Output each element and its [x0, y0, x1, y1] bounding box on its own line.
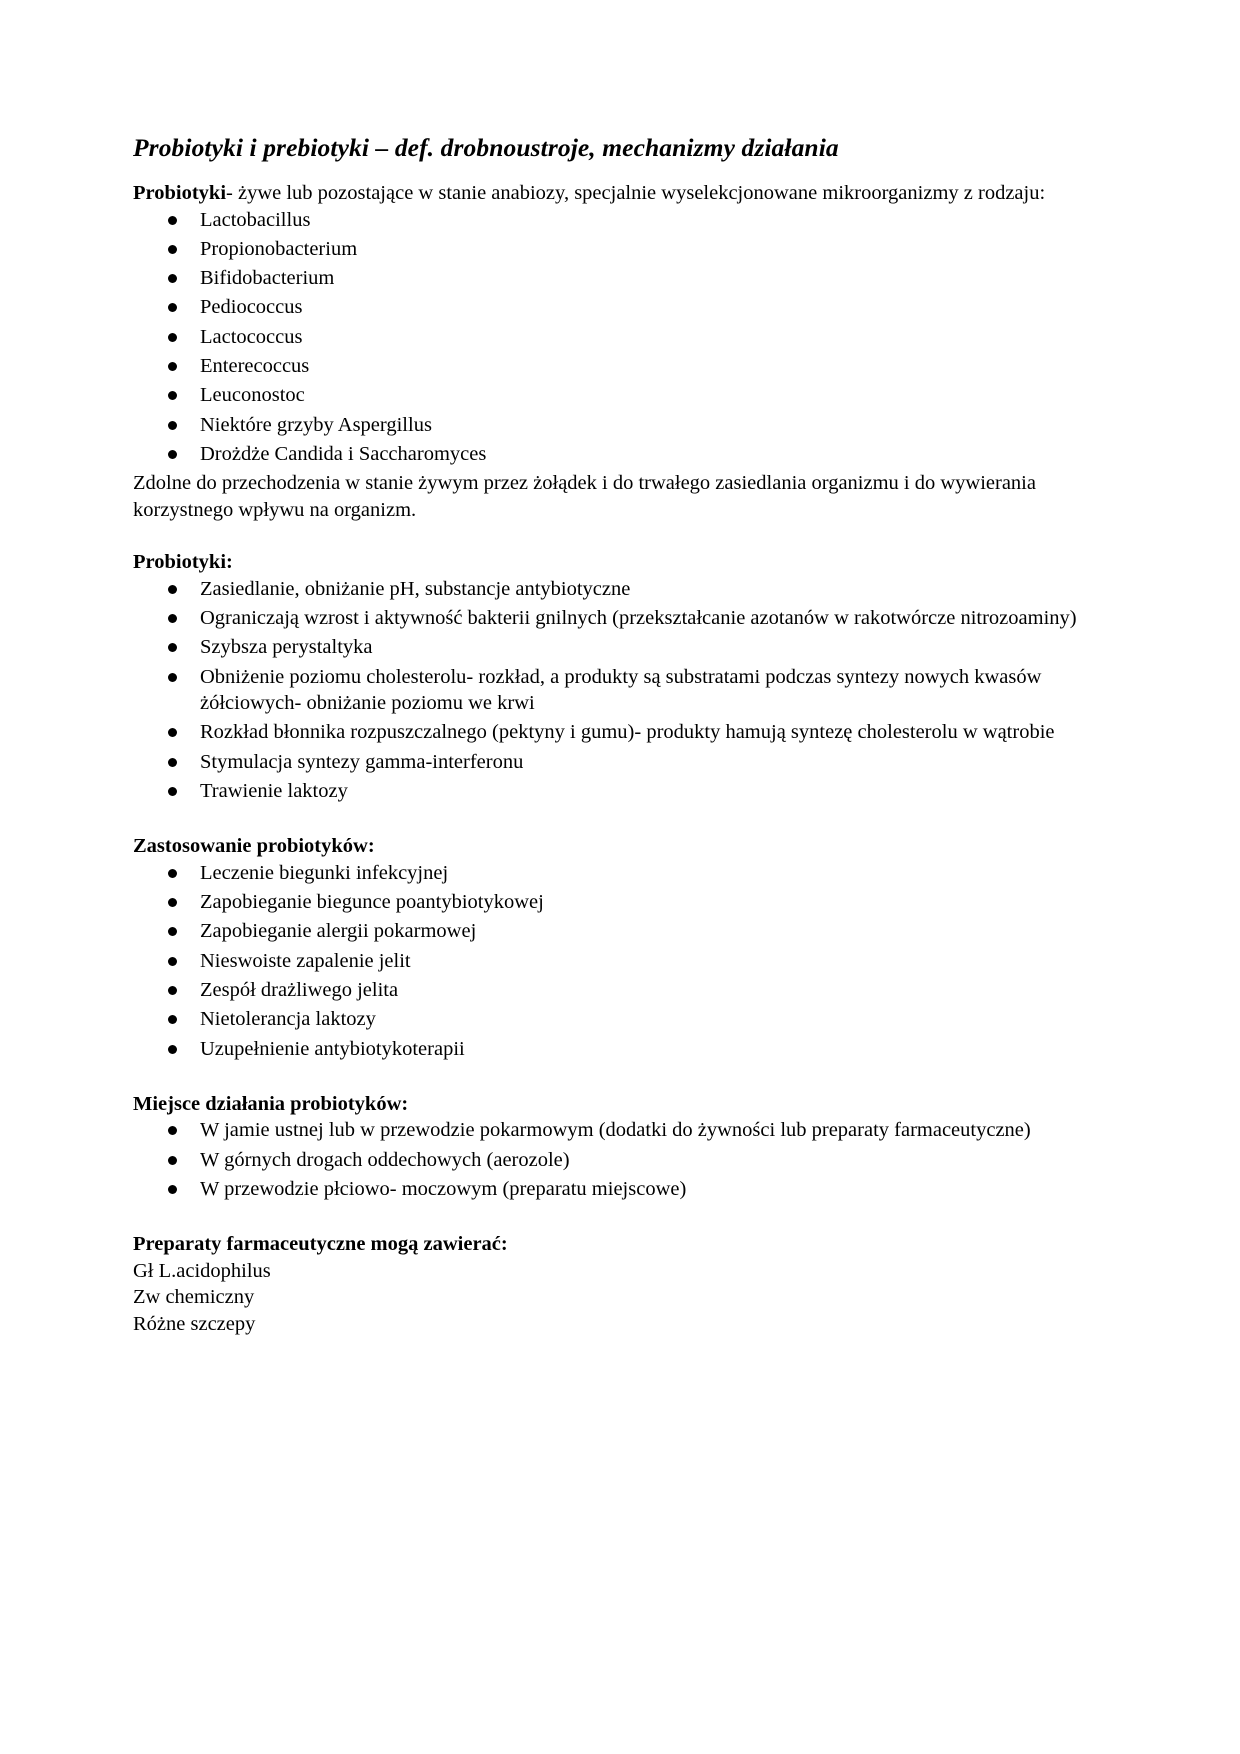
list-item: Zapobieganie alergii pokarmowej: [133, 918, 1093, 945]
list-item: W górnych drogach oddechowych (aerozole): [133, 1147, 1093, 1174]
section-heading-effects: Probiotyki:: [133, 551, 233, 574]
section-heading-sites: Miejsce działania probiotyków:: [133, 1092, 409, 1115]
document-title: Probiotyki i prebiotyki – def. drobnoustroje, mechanizmy działania: [133, 133, 839, 162]
list-item: Enterecoccus: [133, 353, 1093, 380]
applications-list: [133, 860, 1093, 1062]
list-item: Zasiedlanie, obniżanie pH, substancje antybiotyczne: [133, 576, 1093, 603]
list-item: Leczenie biegunki infekcyjnej: [133, 860, 1093, 887]
spacer: [133, 807, 1093, 833]
list-item: W jamie ustnej lub w przewodzie pokarmowym (dodatki do żywności lub preparaty farmaceutyczne): [133, 1117, 1093, 1144]
intro-paragraph: [133, 180, 1093, 207]
preparation-line: Różne szczepy: [133, 1312, 256, 1335]
capability-paragraph: Zdolne do przechodzenia w stanie żywym przez żołądek i do trwałego zasiedlania organizmu i do wywierania korzystnego wpływu na organizm.: [133, 472, 1036, 521]
list-item: Obniżenie poziomu cholesterolu- rozkład, a produkty są substratami podczas syntezy nowych kwasów żółciowych- obniżanie poziomu we krwi: [133, 664, 1093, 717]
preparation-line: Gł L.acidophilus: [133, 1259, 271, 1282]
list-item: Lactobacillus: [133, 207, 1093, 234]
list-item: Zespół drażliwego jelita: [133, 977, 1093, 1004]
intro-term: Probiotyki: [133, 182, 227, 204]
list-item: Stymulacja syntezy gamma-interferonu: [133, 749, 1093, 776]
list-item: Rozkład błonnika rozpuszczalnego (pektyny i gumu)- produkty hamują syntezę cholesterolu w wątrobie: [133, 719, 1093, 746]
document-page: [133, 128, 1093, 1337]
list-item: W przewodzie płciowo- moczowym (preparatu miejscowe): [133, 1176, 1093, 1203]
list-item: Bifidobacterium: [133, 265, 1093, 292]
list-item: Ograniczają wzrost i aktywność bakterii gnilnych (przekształcanie azotanów w rakotwórcze nitrozoaminy): [133, 605, 1093, 632]
list-item: Niektóre grzyby Aspergillus: [133, 412, 1093, 439]
section-heading-applications: Zastosowanie probiotyków:: [133, 835, 375, 858]
list-item: Trawienie laktozy: [133, 778, 1093, 805]
list-item: Nieswoiste zapalenie jelit: [133, 948, 1093, 975]
spacer: [133, 1205, 1093, 1231]
list-item: Nietolerancja laktozy: [133, 1006, 1093, 1033]
spacer: [133, 1065, 1093, 1091]
list-item: Pediococcus: [133, 294, 1093, 321]
section-heading-preparations: Preparaty farmaceutyczne mogą zawierać:: [133, 1233, 508, 1256]
list-item: Drożdże Candida i Saccharomyces: [133, 441, 1093, 468]
list-item: Uzupełnienie antybiotykoterapii: [133, 1036, 1093, 1063]
list-item: Lactococcus: [133, 324, 1093, 351]
effects-list: [133, 576, 1093, 805]
sites-list: [133, 1117, 1093, 1202]
list-item: Szybsza perystaltyka: [133, 634, 1093, 661]
list-item: Zapobieganie biegunce poantybiotykowej: [133, 889, 1093, 916]
genera-list: [133, 207, 1093, 468]
intro-definition: - żywe lub pozostające w stanie anabiozy, specjalnie wyselekcjonowane mikroorganizmy z rodzaju:: [226, 182, 1046, 204]
spacer: [133, 523, 1093, 549]
preparation-line: Zw chemiczny: [133, 1286, 255, 1309]
list-item: Propionobacterium: [133, 236, 1093, 263]
list-item: Leuconostoc: [133, 382, 1093, 409]
